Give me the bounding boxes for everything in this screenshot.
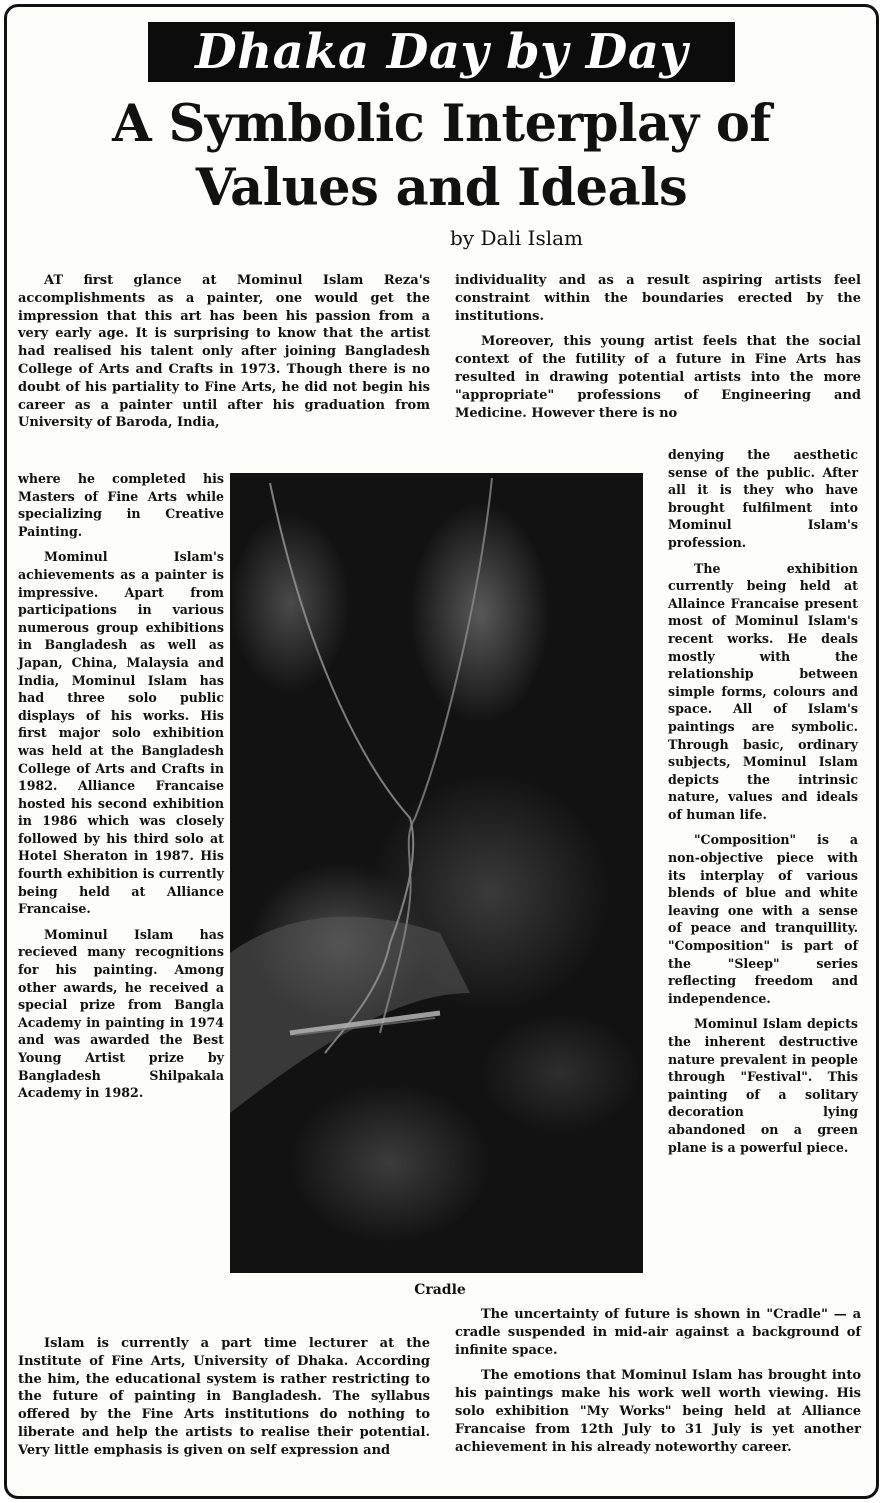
paragraph-recognitions: Mominul Islam has recieved many recognitions for his painting. Among other awards, he received a special prize from Bangla Academy in painting in 1974 and was awarded the Best Young Artist prize by Bangladesh Shilpakala Academy in 1982. <box>18 926 224 1101</box>
cradle-painting-photo <box>230 473 643 1273</box>
paragraph-masters: where he completed his Masters of Fine Arts while specializing in Creative Painting. <box>18 471 224 539</box>
paragraph-achievements: Mominul Islam's achievements as a painter is impressive. Apart from participations in various numerous group exhibitions in Bangladesh as well as Japan, China, Malaysia and India, Mominul Islam has had three solo public displays of his works. His first major solo exhibition was held at the Bangladesh College of Arts and Crafts in 1982. Alliance Francaise hosted his second exhibition in 1986 which was closely followed by his third solo at Hotel Sheraton in 1987. His fourth exhibition is currently being held at Alliance Francaise. <box>18 549 225 917</box>
left-column-narrow <box>18 470 224 1102</box>
headline-line-1: A Symbolic Interplay of <box>112 94 771 154</box>
photo-caption: Cradle <box>414 1282 466 1298</box>
paragraph-social-context: Moreover, this young artist feels that the social context of the futility of a future in Fine Arts has resulted in drawing potential artists into the more "appropriate" professions of Engineering and Medicine. However there is no <box>455 334 861 421</box>
paragraph-intro: AT first glance at Mominul Islam Reza's accomplishments as a painter, one would get the impression that this art has been his passion from a very early age. It is surprising to know that the artist had realised his talent only after joining Bangladesh College of Arts and Crafts in 1973. Though there is no doubt of his partiality to Fine Arts, he did not begin his career as a painter until after his graduation from University of Baroda, India, <box>18 273 430 431</box>
article-headline <box>30 92 853 220</box>
left-column-top <box>18 272 430 432</box>
paragraph-composition: "Composition" is a non-objective piece with its interplay of various blends of blue and white leaving one with a sense of peace and tranquillity. "Composition" is part of the "Sleep" series reflecting freedom and independence. <box>668 832 858 1006</box>
paragraph-exhibition: The exhibition currently being held at Allaince Francaise present most of Mominul Islam's recent works. He deals mostly with the relationship between simple forms, colours and space. All of Islam's paintings are symbolic. Through basic, ordinary subjects, Mominul Islam depicts the intrinsic nature, values and ideals of human life. <box>668 560 858 822</box>
left-column-bottom <box>18 1335 430 1460</box>
right-column-bottom <box>455 1306 861 1456</box>
headline-line-2: Values and Ideals <box>195 158 688 218</box>
paragraph-aesthetic: denying the aesthetic sense of the public. After all it is they who have brought fulfilment into Mominul Islam's profession. <box>668 447 858 550</box>
paragraph-festival: Mominul Islam depicts the inherent destructive nature prevalent in people through "Festival". This painting of a solitary decoration lying abandoned on a green plane is a powerful piece. <box>668 1016 858 1155</box>
right-column-top <box>455 272 861 422</box>
section-masthead: Dhaka Day by Day <box>148 22 735 82</box>
paragraph-individuality: individuality and as a result aspiring artists feel constraint within the boundaries erected by the institutions. <box>455 273 861 324</box>
byline: by Dali Islam <box>449 226 584 250</box>
right-column-narrow <box>668 446 858 1156</box>
paragraph-lecturer: Islam is currently a part time lecturer at the Institute of Fine Arts, University of Dhaka. According the him, the educational system is rather restricting to the future of painting in Bangladesh. The syllabus offered by the Fine Arts institutions do nothing to liberate and help the artists to realise their potential. Very little emphasis is given on self expression and <box>18 1336 430 1458</box>
paragraph-cradle: The uncertainty of future is shown in "Cradle" — a cradle suspended in mid-air against a background of infinite space. <box>455 1307 861 1358</box>
paragraph-emotions: The emotions that Mominul Islam has brought into his paintings make his work well worth viewing. His solo exhibition "My Works" being held at Alliance Francaise from 12th July to 31 July is yet another achievement in his already noteworthy career. <box>455 1368 861 1455</box>
cradle-illustration <box>230 473 643 1273</box>
